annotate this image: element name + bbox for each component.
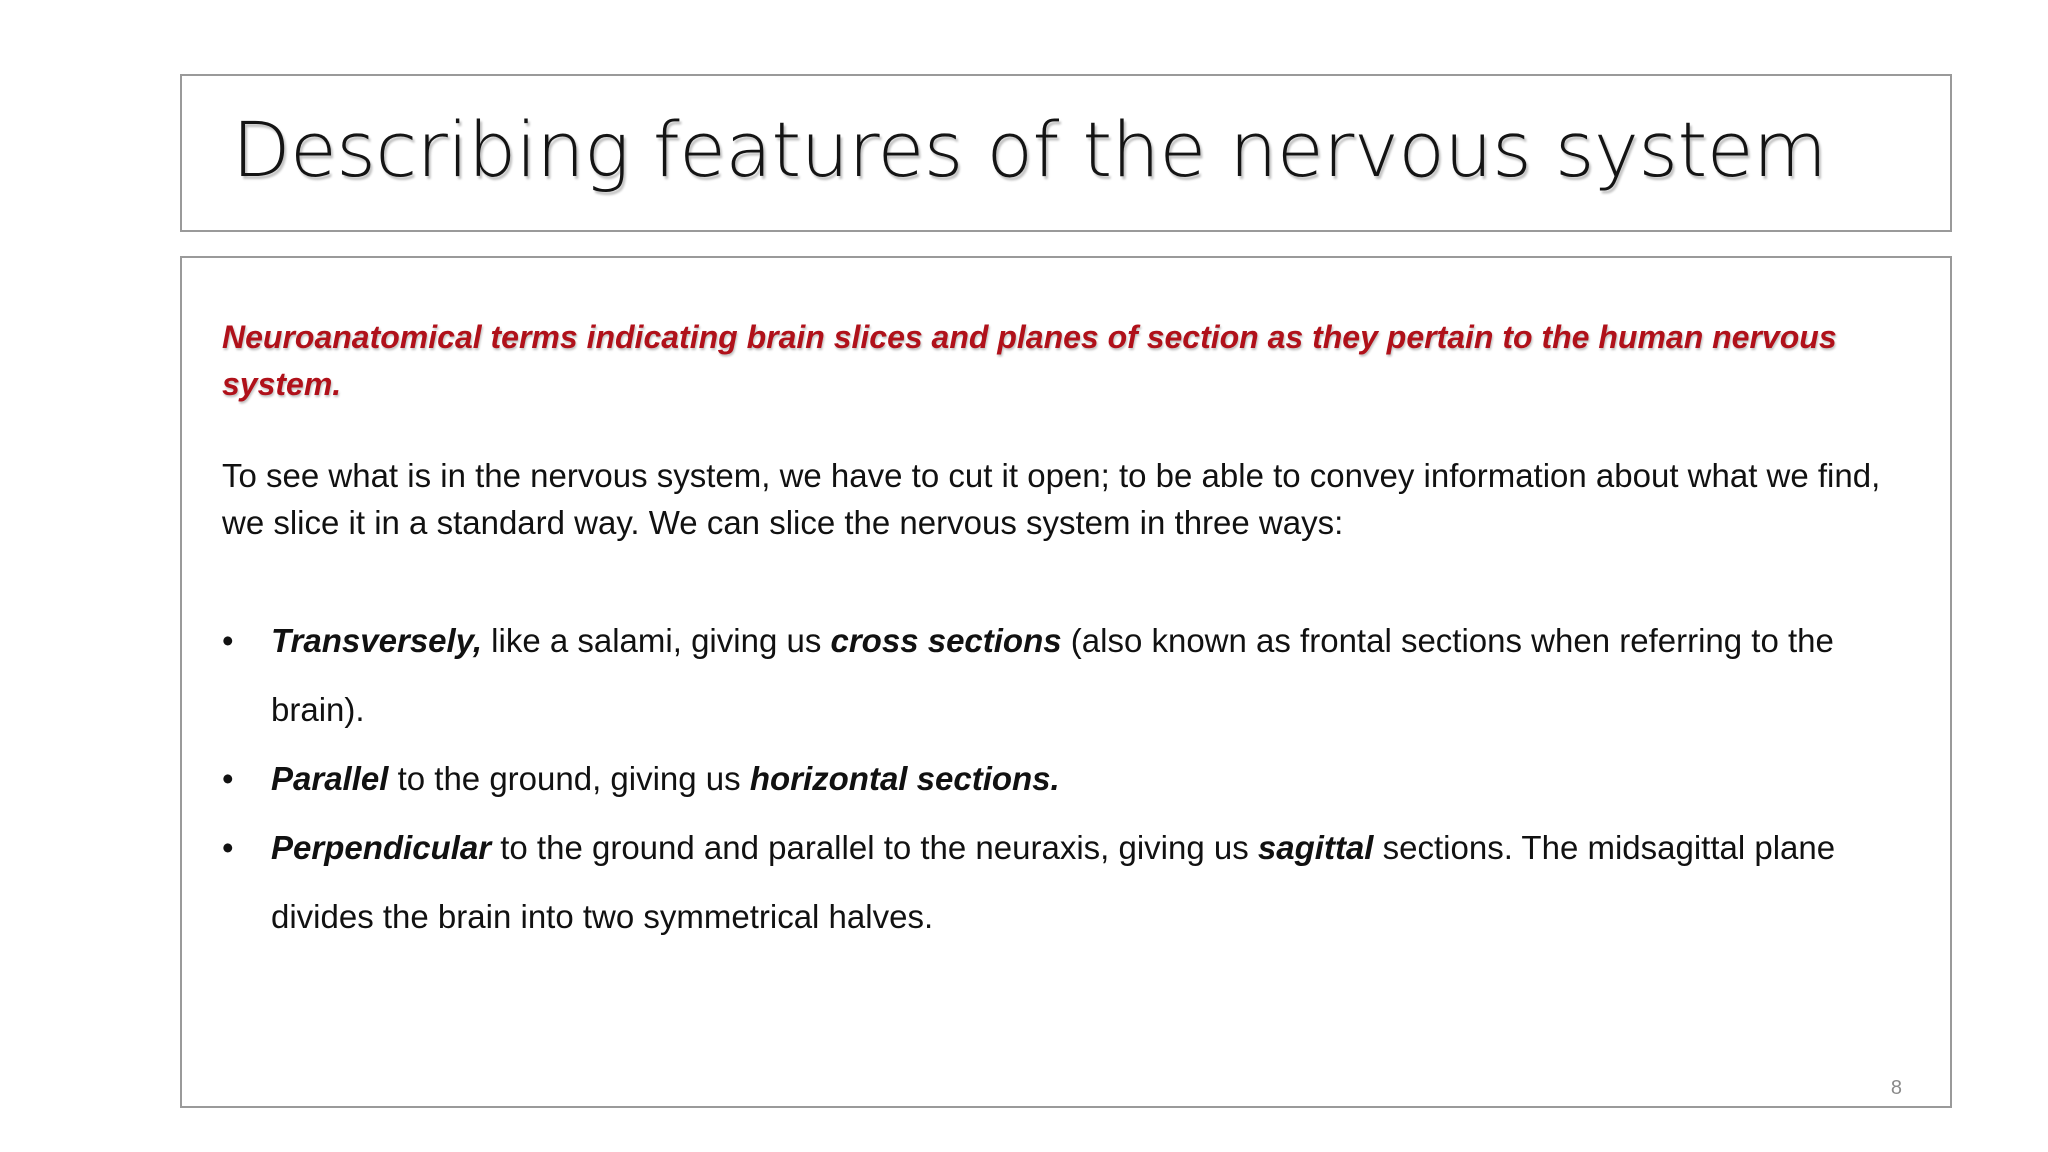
body-paragraph: To see what is in the nervous system, we have to cut it open; to be able to convey information about what we find, we slice it in a standard way. We can slice the nervous system in three ways: <box>222 457 1881 541</box>
page-number: 8 <box>1890 1077 1902 1099</box>
bullet-item-transversely <box>222 606 1922 744</box>
bullet-text: (also known as frontal sections when referring to the brain). <box>271 622 1834 728</box>
bullet-item-perpendicular <box>222 813 1922 951</box>
bullet-text: to the ground, giving us <box>388 760 750 797</box>
bullet-term: Perpendicular <box>271 829 492 866</box>
bullet-emphasis: horizontal sections. <box>749 760 1060 797</box>
bullet-text: sections. The midsagittal plane divides the brain into two symmetrical halves. <box>271 829 1836 935</box>
bullet-term: Parallel <box>271 760 389 797</box>
bullet-icon: • <box>222 760 234 797</box>
bullet-item-parallel <box>222 744 1922 813</box>
intro-text: Neuroanatomical terms indicating brain slices and planes of section as they pertain to the human nervous system. <box>222 319 1837 402</box>
bullet-icon: • <box>222 622 234 659</box>
bullet-text: like a salami, giving us <box>482 622 831 659</box>
bullet-emphasis: cross sections <box>830 622 1062 659</box>
bullet-text: to the ground and parallel to the neuraxis, giving us <box>491 829 1258 866</box>
bullet-list <box>222 606 1922 951</box>
bullet-emphasis: sagittal <box>1257 829 1374 866</box>
slide-title: Describing features of the nervous system <box>232 105 1827 194</box>
bullet-icon: • <box>222 829 234 866</box>
content-box <box>180 256 1952 1108</box>
bullet-term: Transversely, <box>271 622 482 659</box>
title-box <box>180 74 1952 232</box>
